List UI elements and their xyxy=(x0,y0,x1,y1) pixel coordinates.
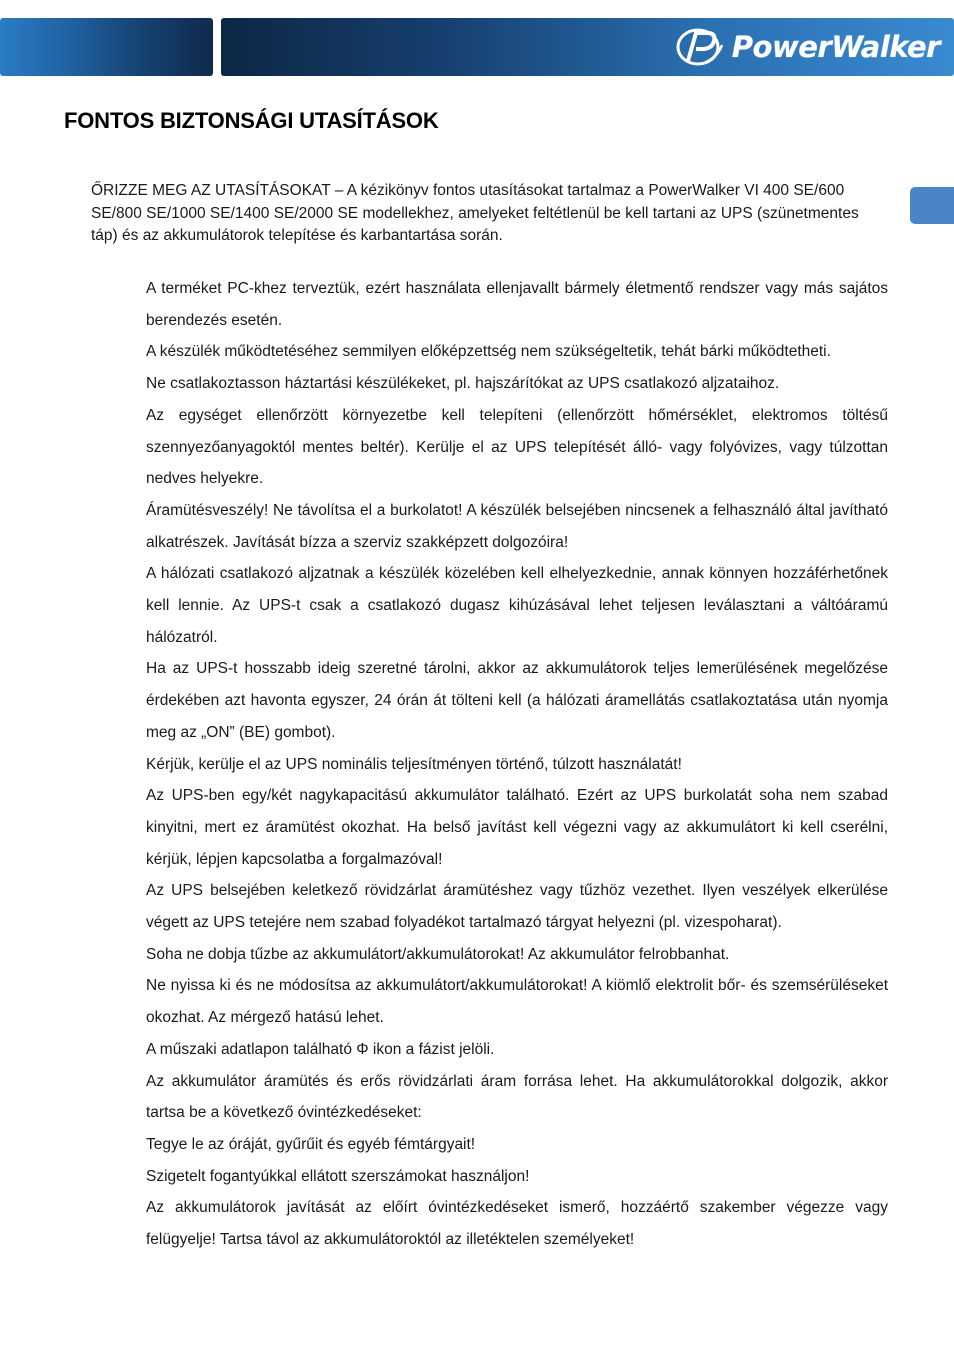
safety-instruction-item: Az akkumulátor áramütés és erős rövidzárlati áram forrása lehet. Ha akkumulátorokkal dolgozik, akkor tartsa be a következő óvintézkedéseket: xyxy=(146,1072,888,1122)
chapter-tab xyxy=(910,187,954,224)
brand-name: PowerWalker xyxy=(731,30,940,64)
safety-instruction-item: A hálózati csatlakozó aljzatnak a készülék közelében kell elhelyezkednie, annak könnyen hozzáférhetőnek kell lennie. Az UPS-t csak a csatlakozó dugasz kihúzásával lehet teljesen leválasztani a váltóáramú hálózatról. xyxy=(146,565,888,646)
header-band-right xyxy=(221,18,954,76)
safety-instruction-item: Az egységet ellenőrzött környezetbe kell telepíteni (ellenőrzött hőmérséklet, elektromos töltésű szennyezőanyagoktól mentes beltér). Kerülje el az UPS telepítését álló- vagy folyóvizes, vagy túlzottan nedves helyekre. xyxy=(146,406,888,488)
safety-instruction-item: Ha az UPS-t hosszabb ideig szeretné tárolni, akkor az akkumulátorok teljes lemerülésének megelőzése érdekében azt havonta egyszer, 24 órán át tölteni kell (a hálózati áramellátás csatlakoztatása után nyomja meg az „ON” (BE) gombot). xyxy=(146,660,888,741)
safety-instruction-item: A készülék működtetéséhez semmilyen előképzettség nem szükségeltetik, tehát bárki működtetheti. xyxy=(146,343,831,361)
page-title: FONTOS BIZTONSÁGI UTASÍTÁSOK xyxy=(64,108,439,133)
safety-instruction-item: A terméket PC-khez terveztük, ezért használata ellenjavallt bármely életmentő rendszer vagy más sajátos berendezés esetén. xyxy=(146,280,888,329)
safety-instruction-item: Szigetelt fogantyúkkal ellátott szerszámokat használjon! xyxy=(146,1167,530,1185)
safety-instructions-list xyxy=(146,273,888,1256)
safety-instruction-item: Kérjük, kerülje el az UPS nominális teljesítményen történő, túlzott használatát! xyxy=(146,755,682,773)
safety-instruction-item: Ne csatlakoztasson háztartási készülékeket, pl. hajszárítókat az UPS csatlakozó aljzataihoz. xyxy=(146,375,780,393)
safety-instruction-item: Soha ne dobja tűzbe az akkumulátort/akkumulátorokat! Az akkumulátor felrobbanhat. xyxy=(146,945,730,963)
safety-instruction-item: Az UPS-ben egy/két nagykapacitású akkumulátor található. Ezért az UPS burkolatát soha nem szabad kinyitni, mert ez áramütést okozhat. Ha belső javítást kell végezni vagy az akkumulátort ki kell cserélni, kérjük, lépjen kapcsolatba a forgalmazóval! xyxy=(146,787,888,868)
intro-paragraph: ŐRIZZE MEG AZ UTASÍTÁSOKAT – A kézikönyv fontos utasításokat tartalmaz a PowerWalker VI 400 SE/600 SE/800 SE/1000 SE/1400 SE/2000 SE modellekhez, amelyeket feltétlenül be kell tartani az UPS (szünetmentes táp) és az akkumulátorok telepítése és karbantartása során. xyxy=(91,182,859,244)
safety-instruction-item: Áramütésveszély! Ne távolítsa el a burkolatot! A készülék belsejében nincsenek a felhasználó által javítható alkatrészek. Javítását bízza a szerviz szakképzett dolgozóira! xyxy=(146,501,888,551)
safety-instruction-item: A műszaki adatlapon található Φ ikon a fázist jelöli. xyxy=(146,1040,495,1058)
powerwalker-logo-icon xyxy=(674,27,726,67)
safety-instruction-item: Az UPS belsejében keletkező rövidzárlat áramütéshez vagy tűzhöz vezethet. Ilyen veszélyek elkerülése végett az UPS tetejére nem szabad folyadékot tartalmazó tárgyat helyezni (pl. vizespoharat). xyxy=(146,882,888,932)
header-band-left xyxy=(0,18,213,76)
safety-instruction-item: Tegye le az óráját, gyűrűit és egyéb fémtárgyait! xyxy=(146,1135,476,1153)
safety-instruction-item: Ne nyissa ki és ne módosítsa az akkumulátort/akkumulátorokat! A kiömlő elektrolit bőr- és szemsérüléseket okozhat. Az mérgező hatású lehet. xyxy=(146,977,888,1027)
brand-logo xyxy=(674,24,940,70)
safety-instruction-item: Az akkumulátorok javítását az előírt óvintézkedéseket ismerő, hozzáértő szakember végezze vagy felügyelje! Tartsa távol az akkumulátoroktól az illetéktelen személyeket! xyxy=(146,1199,888,1249)
